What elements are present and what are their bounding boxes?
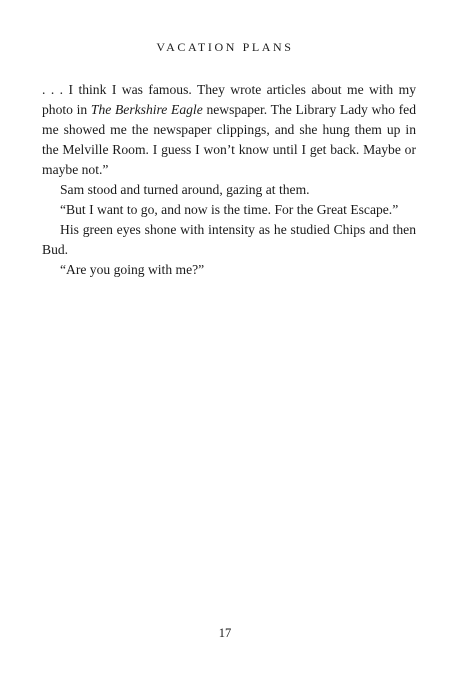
paragraph-1-text-b: newspaper. The Library Lady who fed me showed me the newspaper clippings, and she hung them up in the Melville Room. I guess I won’t know until I get back. Maybe or maybe not.”: [42, 102, 416, 177]
running-head: VACATION PLANS: [156, 40, 294, 54]
paragraph-1: [42, 80, 416, 180]
paragraph-1-text-a: . . . I think I was famous. They wrote articles about me with my photo in: [42, 82, 416, 117]
page-number: 17: [218, 626, 232, 640]
paragraph-2: Sam stood and turned around, gazing at them.: [60, 182, 310, 197]
paragraph-4: His green eyes shone with intensity as he studied Chips and then Bud.: [42, 222, 416, 257]
paragraph-3: “But I want to go, and now is the time. For the Great Escape.”: [60, 202, 399, 217]
newspaper-title: The Berkshire Eagle: [90, 102, 203, 117]
paragraph-5: “Are you going with me?”: [60, 262, 205, 277]
body-text: [42, 80, 416, 280]
